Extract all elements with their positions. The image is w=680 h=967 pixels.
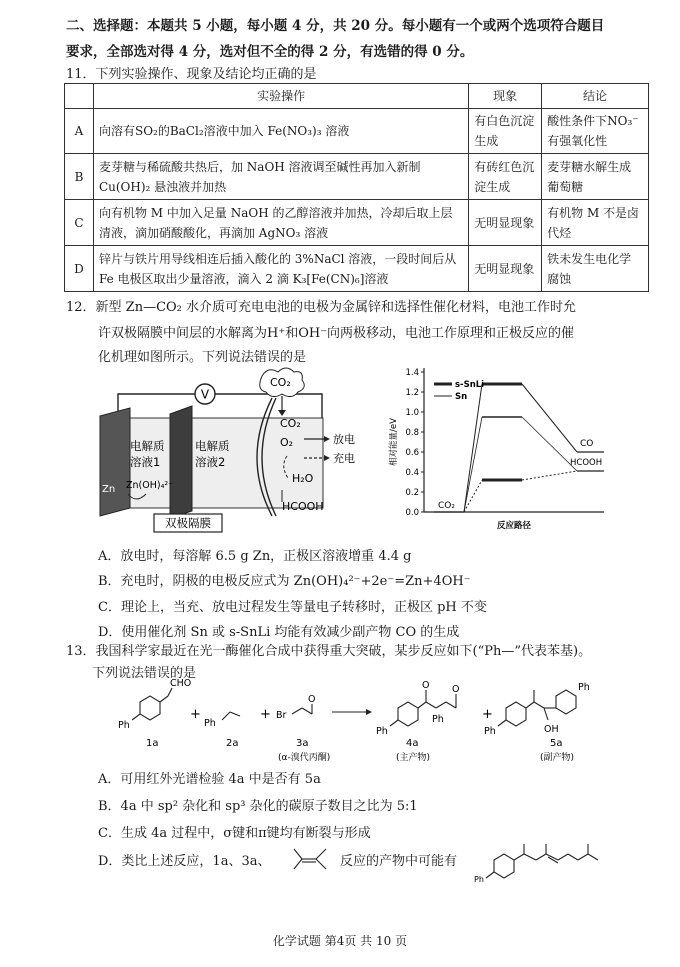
row-label: C [65, 200, 94, 246]
connector [522, 384, 577, 452]
q12-option-c: C．理论上，当充、放电过程发生等量电子转移时，正极区 pH 不变 [98, 600, 487, 615]
table-header-cell: 结论 [542, 84, 649, 109]
y-tick-label: 0.4 [405, 468, 419, 478]
energy-chart [382, 362, 627, 542]
oh-label: OH [544, 724, 559, 735]
ph-label: Ph [484, 726, 496, 737]
q13-option-d-tail: 反应的产物中可能有 [340, 854, 458, 869]
znoh-label: Zn(OH)₄²⁻ [126, 480, 174, 491]
zn-label: Zn [102, 484, 116, 495]
solution2-label-2: 溶液2 [195, 455, 226, 469]
discharge-label: 放电 [333, 433, 355, 446]
compound-3a-sub: (α-溴代丙酮) [278, 753, 331, 763]
y-tick-label: 0.8 [405, 428, 419, 438]
co-annotation: CO [580, 439, 594, 449]
x-axis-label: 反应路径 [496, 521, 532, 531]
cloud-co2-label: CO₂ [270, 376, 291, 389]
section-header-line2: 要求，全部选对得 4 分，选对但不全的得 2 分，有选错的得 0 分。 [66, 44, 474, 60]
table-header-row [65, 84, 649, 109]
plus-sign: + [190, 707, 201, 722]
q13-option-c: C．生成 4a 过程中，σ键和π键均有断裂与形成 [98, 826, 371, 841]
membrane-label: 双极隔膜 [165, 516, 211, 530]
ph-label: Ph [474, 875, 484, 884]
y-tick-label: 1.0 [405, 408, 419, 418]
hcooh-label: HCOOH [282, 500, 324, 513]
y-axis-label: 相对能量/eV [389, 418, 399, 466]
row-phenomenon: 有砖红色沉淀生成 [469, 154, 542, 200]
sn-connector [464, 417, 482, 512]
q11-stem: 11．下列实验操作、现象及结论均正确的是 [66, 67, 317, 82]
battery-diagram [92, 366, 377, 534]
q12-stem-line3: 化机理如图所示。下列说法错误的是 [98, 350, 307, 365]
row-phenomenon: 无明显现象 [469, 246, 542, 292]
page-footer: 化学试题 第4页 共 10 页 [272, 934, 408, 948]
sn-connector [522, 417, 577, 471]
ph-label: Ph [432, 714, 444, 725]
q12-stem-line1: 12．新型 Zn—CO₂ 水介质可充电电池的电极为金属锌和选择性催化材料，电池工作时允 [66, 300, 577, 315]
ph-label: Ph [376, 726, 388, 737]
table-header-cell [65, 84, 94, 109]
row-operation: 向溶有SO₂的BaCl₂溶液中加入 Fe(NO₃)₃ 溶液 [93, 109, 468, 154]
compound-5a-label: 5a [550, 738, 563, 749]
q11-table [64, 83, 649, 292]
table-row [65, 154, 649, 200]
q13-option-a: A．可用红外光谱检验 4a 中是否有 5a [98, 772, 321, 787]
option-d-product-structure [474, 838, 624, 884]
table-header-cell: 现象 [469, 84, 542, 109]
row-label: D [65, 246, 94, 292]
q12-stem-line2: 许双极隔膜中间层的水解离为H⁺和OH⁻向两极移动，电池工作原理和正极反应的催 [98, 326, 575, 341]
reaction-scheme [110, 674, 630, 770]
o2-label: O₂ [280, 436, 294, 449]
row-conclusion: 麦芽糖水解生成葡萄糖 [542, 154, 649, 200]
plus-sign: + [482, 707, 493, 722]
section-header-line1: 二、选择题：本题共 5 小题，每小题 4 分，共 20 分。每小题有一个或两个选项符合题目 [66, 18, 605, 34]
ph-label: Ph [578, 682, 590, 693]
co2-annotation: CO₂ [438, 501, 455, 511]
table-row [65, 200, 649, 246]
table-row [65, 109, 649, 154]
row-operation: 麦芽糖与稀硫酸共热后，加 NaOH 溶液调至碱性再加入新制 Cu(OH)₂ 悬浊液并加热 [93, 154, 468, 200]
y-tick-label: 1.4 [405, 368, 419, 378]
compound-4a-sub: (主产物) [396, 753, 431, 763]
y-tick-label: 0.2 [405, 488, 419, 498]
compound-2a-label: 2a [226, 738, 239, 749]
compound-4a-label: 4a [406, 738, 419, 749]
row-label: A [65, 109, 94, 154]
solution2-label: 电解质 [195, 439, 230, 453]
q13-option-b: B．4a 中 sp² 杂化和 sp³ 杂化的碳原子数目之比为 5:1 [98, 799, 418, 814]
legend-s-snli: s-SnLi [455, 380, 485, 390]
q12-option-d: D．使用催化剂 Sn 或 s-SnLi 均能有效减少副产物 CO 的生成 [98, 625, 460, 640]
row-operation: 向有机物 M 中加入足量 NaOH 的乙醇溶液并加热，冷却后取上层清液，滴加硝酸酸化，再滴加 AgNO₃ 溶液 [93, 200, 468, 246]
row-phenomenon: 无明显现象 [469, 200, 542, 246]
o-label: O [308, 694, 316, 705]
o-label: O [452, 684, 460, 695]
q12-option-a: A．放电时，每溶解 6.5 g Zn，正极区溶液增重 4.4 g [98, 549, 412, 564]
row-operation: 锌片与铁片用导线相连后插入酸化的 3%NaCl 溶液，一段时间后从 Fe 电极区取出少量溶液，滴入 2 滴 K₃[Fe(CN)₆]溶液 [93, 246, 468, 292]
br-label: Br [276, 710, 287, 721]
y-tick-label: 0.0 [405, 508, 419, 518]
plus-sign: + [260, 707, 271, 722]
q12-option-b: B．充电时，阴极的电极反应式为 Zn(OH)₄²⁻+2e⁻=Zn+4OH⁻ [98, 574, 471, 589]
s-snli-connector [522, 471, 577, 480]
cho-label: CHO [170, 678, 192, 689]
solution1-label: 电解质 [130, 439, 165, 453]
q13-stem-line2: 下列说法错误的是 [92, 666, 197, 681]
diene-structure [290, 843, 332, 873]
y-tick-label: 0.6 [405, 448, 419, 458]
compound-5a-sub: (副产物) [540, 753, 575, 763]
ph-label: Ph [204, 718, 216, 729]
solution1-label-2: 溶液1 [130, 455, 161, 469]
voltmeter-label: V [200, 387, 210, 402]
legend-sn: Sn [455, 392, 468, 402]
charge-label: 充电 [333, 452, 355, 465]
table-header-cell: 实验操作 [93, 84, 468, 109]
q13-option-d: D．类比上述反应，1a、3a、 [98, 854, 271, 869]
o-label: O [422, 680, 430, 691]
h2o-label: H₂O [292, 472, 314, 485]
y-tick-label: 1.2 [405, 388, 419, 398]
q13-stem-line1: 13．我国科学家最近在光一酶催化合成中获得重大突破，某步反应如下(“Ph—”代表苯基)。 [66, 644, 592, 659]
row-conclusion: 有机物 M 不是卤代烃 [542, 200, 649, 246]
row-conclusion: 铁未发生电化学腐蚀 [542, 246, 649, 292]
ph-label: Ph [118, 720, 130, 731]
compound-3a-label: 3a [296, 738, 309, 749]
compound-1a-label: 1a [146, 738, 159, 749]
co2-label: CO₂ [280, 417, 301, 430]
hcooh-annotation: HCOOH [570, 458, 603, 468]
row-conclusion: 酸性条件下NO₃⁻有强氧化性 [542, 109, 649, 154]
connector [464, 384, 482, 512]
row-phenomenon: 有白色沉淀生成 [469, 109, 542, 154]
row-label: B [65, 154, 94, 200]
table-row [65, 246, 649, 292]
